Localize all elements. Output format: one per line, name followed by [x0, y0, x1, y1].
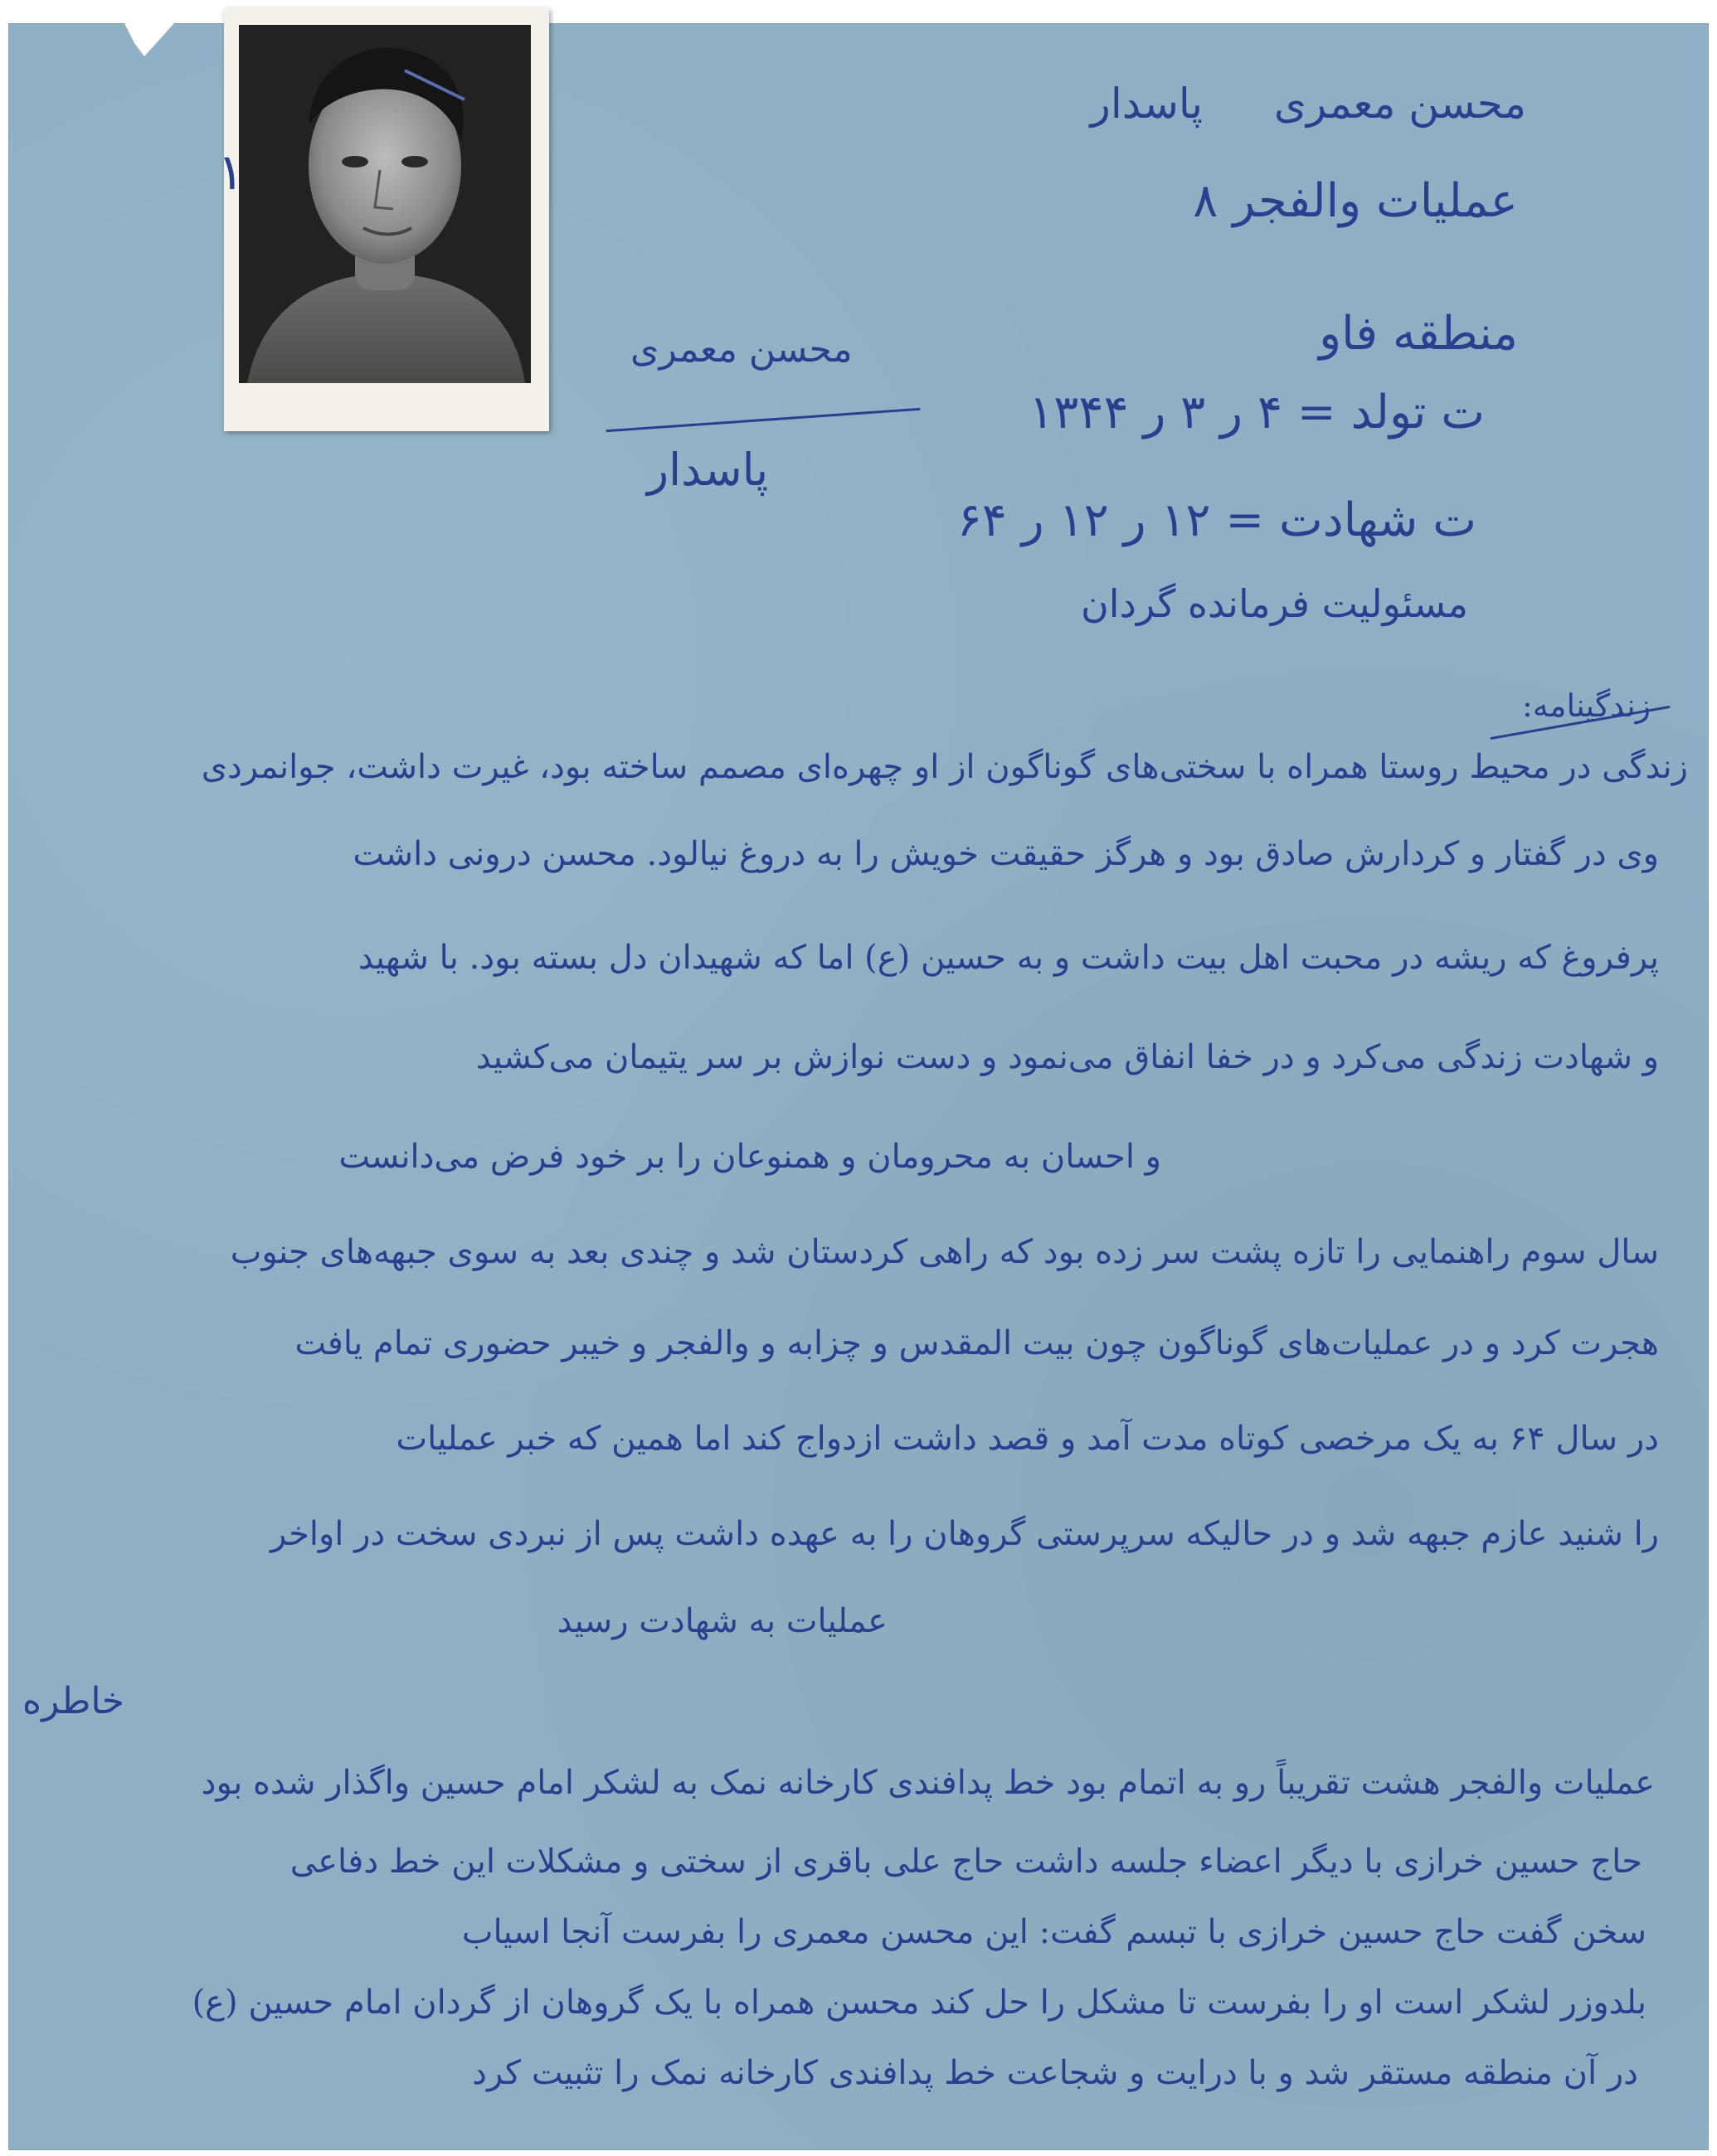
header-position: مسئولیت فرمانده گردان: [1080, 581, 1468, 626]
header-name: محسن معمری: [1273, 80, 1526, 128]
header-birth-date: ت تولد = ۴ ر ۳ ر ۱۳۴۴: [1029, 386, 1485, 439]
memory-title: خاطره: [22, 1680, 124, 1722]
biography-title: زندگینامه:: [1521, 687, 1651, 724]
bio-line: عملیات به شهادت رسید: [557, 1602, 888, 1640]
bio-line: و احسان به محرومان و همنوعان را بر خود فرض می‌دانست: [338, 1138, 1161, 1176]
bio-line: وی در گفتار و کردارش صادق بود و هرگز حقیقت خویش را به دروغ نیالود. محسن درونی داشت: [353, 835, 1659, 873]
portrait-photo: [224, 8, 549, 431]
bio-line: را شنید عازم جبهه شد و در حالیکه سرپرستی گروهان را به عهده داشت پس از نبردی سخت در اواخر: [270, 1515, 1659, 1553]
header-region: منطقه فاو: [1319, 307, 1518, 361]
memory-line: عملیات والفجر هشت تقریباً رو به اتمام بود خط پدافندی کارخانه نمک به لشکر امام حسین واگذار شده بود: [201, 1764, 1655, 1802]
memory-line: سخن گفت حاج حسین خرازی با تبسم گفت: این محسن معمری را بفرست آنجا اسیاب: [461, 1913, 1646, 1951]
photo-caption-rank: پاسدار: [647, 444, 769, 496]
header-operation: عملیات والفجر ۸: [1193, 174, 1518, 228]
memory-line: حاج حسین خرازی با دیگر اعضاء جلسه داشت حاج علی باقری از سختی و مشکلات این خط دفاعی: [289, 1843, 1642, 1881]
header-martyrdom-date: ت شهادت = ۱۲ ر ۱۲ ر ۶۴: [956, 493, 1476, 547]
bio-line: پرفروغ که ریشه در محبت اهل بیت داشت و به حسین (ع) اما که شهیدان دل بسته بود. با شهید: [358, 939, 1659, 977]
bio-line: زندگی در محیط روستا همراه با سختی‌های گوناگون از او چهره‌ای مصمم ساخته بود، غیرت داشت، جوانمردی: [201, 748, 1688, 786]
portrait-image: [239, 25, 531, 383]
header-rank: پاسدار: [1090, 80, 1203, 128]
margin-number: ۱: [217, 143, 245, 202]
bio-line: سال سوم راهنمایی را تازه پشت سر زده بود که راهی کردستان شد و چندی بعد به سوی جبهه‌های جنوب: [230, 1233, 1659, 1271]
bio-line: و شهادت زندگی می‌کرد و در خفا انفاق می‌نمود و دست نوازش بر سر یتیمان می‌کشید: [475, 1038, 1659, 1076]
bio-line: هجرت کرد و در عملیات‌های گوناگون چون بیت المقدس و چزابه و والفجر و خیبر حضوری تمام یافت: [294, 1324, 1659, 1362]
memory-line: بلدوزر لشکر است او را بفرست تا مشکل را حل کند محسن همراه با یک گروهان از گردان امام حسین (ع): [192, 1984, 1646, 2022]
photo-caption-name: محسن معمری: [630, 328, 853, 371]
memory-line: در آن منطقه مستقر شد و با درایت و شجاعت خط پدافندی کارخانه نمک را تثبیت کرد: [472, 2054, 1638, 2092]
bio-line: در سال ۶۴ به یک مرخصی کوتاه مدت آمد و قصد داشت ازدواج کند اما همین که خبر عملیات: [396, 1420, 1659, 1458]
